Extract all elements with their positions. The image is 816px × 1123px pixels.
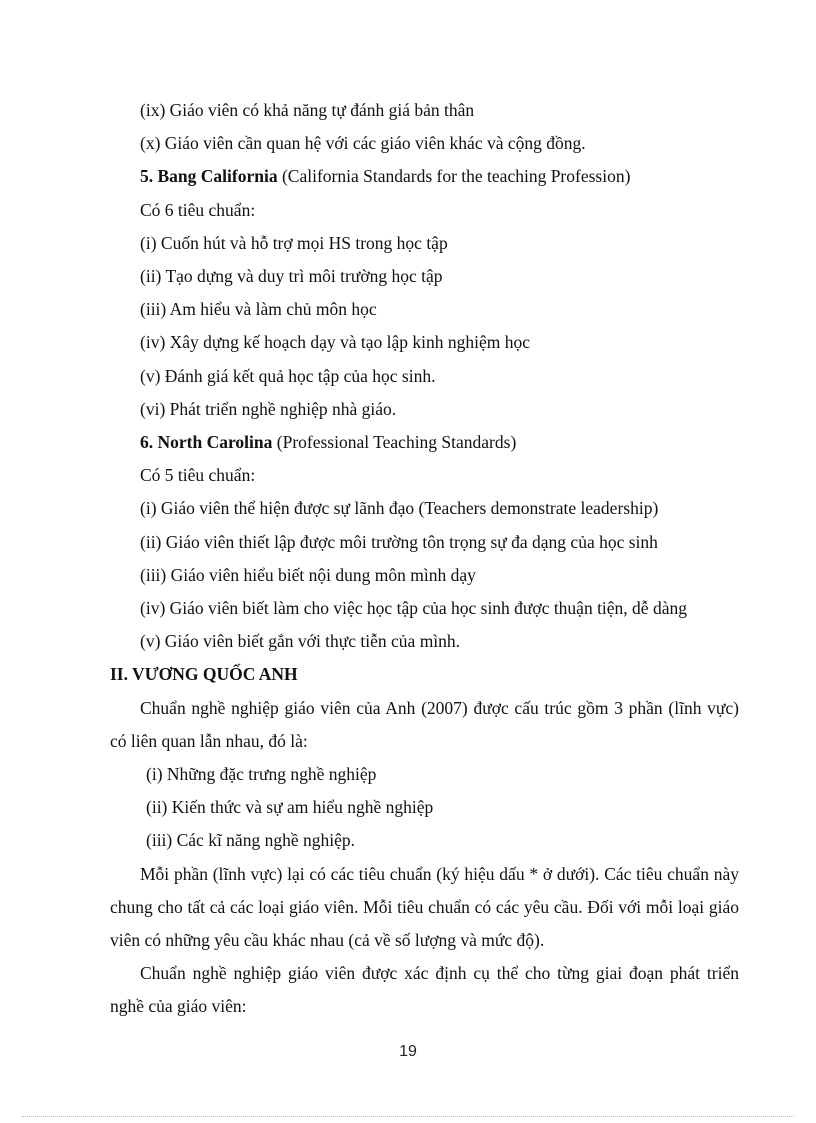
paragraph: Có 5 tiêu chuẩn: <box>140 465 256 486</box>
list-item: (ix) Giáo viên có khả năng tự đánh giá bản thân <box>140 100 475 120</box>
heading-label: 5. Bang California <box>140 166 278 187</box>
section-heading-uk: II. VƯƠNG QUỐC ANH <box>110 664 298 685</box>
paragraph: Có 6 tiêu chuẩn: <box>140 199 256 220</box>
list-item: (v) Đánh giá kết quả học tập của học sinh. <box>140 365 436 386</box>
list-item: (ii) Kiến thức và sự am hiểu nghề nghiệp <box>146 797 434 818</box>
list-item: (v) Giáo viên biết gắn với thực tiễn của mình. <box>140 631 461 652</box>
list-item: (iii) Am hiểu và làm chủ môn học <box>140 299 377 320</box>
list-item: (ii) Tạo dựng và duy trì môi trường học tập <box>140 266 443 287</box>
heading-subtitle: (Professional Teaching Standards) <box>272 432 517 453</box>
page-number: 19 <box>399 1043 417 1060</box>
page-bottom-divider <box>22 1116 794 1117</box>
list-item: (i) Những đặc trưng nghề nghiệp <box>146 764 377 785</box>
paragraph: Chuẩn nghề nghiệp giáo viên của Anh (2007) được cấu trúc gồm 3 phần (lĩnh vực) có liên quan lẫn nhau, đó là: <box>110 697 739 751</box>
list-item: (iii) Các kĩ năng nghề nghiệp. <box>146 830 355 851</box>
list-item: (i) Giáo viên thể hiện được sự lãnh đạo (Teachers demonstrate leadership) <box>140 498 659 519</box>
section-heading-north-carolina <box>110 426 739 459</box>
paragraph: Chuẩn nghề nghiệp giáo viên được xác định cụ thể cho từng giai đoạn phát triển nghề của giáo viên: <box>110 963 739 1017</box>
section-heading-california <box>110 160 739 193</box>
list-item: (iv) Xây dựng kế hoạch dạy và tạo lập kinh nghiệm học <box>140 332 530 353</box>
list-item: (iv) Giáo viên biết làm cho việc học tập của học sinh được thuận tiện, dễ dàng <box>140 598 687 619</box>
list-item: (ii) Giáo viên thiết lập được môi trường tôn trọng sự đa dạng của học sinh <box>140 531 658 552</box>
page-body <box>110 94 739 1024</box>
list-item: (vi) Phát triển nghề nghiệp nhà giáo. <box>140 398 397 419</box>
list-item: (x) Giáo viên cần quan hệ với các giáo viên khác và cộng đồng. <box>140 133 586 154</box>
paragraph: Mỗi phần (lĩnh vực) lại có các tiêu chuẩn (ký hiệu dấu * ở dưới). Các tiêu chuẩn này chung cho tất cả các loại giáo viên. Mỗi tiêu chuẩn có các yêu cầu. Đối với mỗi loại giáo viên có những yêu cầu khác nhau (cả về số lượng và mức độ). <box>110 863 739 951</box>
heading-label: 6. North Carolina <box>140 432 273 453</box>
heading-subtitle: (California Standards for the teaching Profession) <box>277 166 631 187</box>
list-item: (i) Cuốn hút và hỗ trợ mọi HS trong học tập <box>140 232 448 253</box>
list-item: (iii) Giáo viên hiểu biết nội dung môn mình dạy <box>140 564 476 585</box>
